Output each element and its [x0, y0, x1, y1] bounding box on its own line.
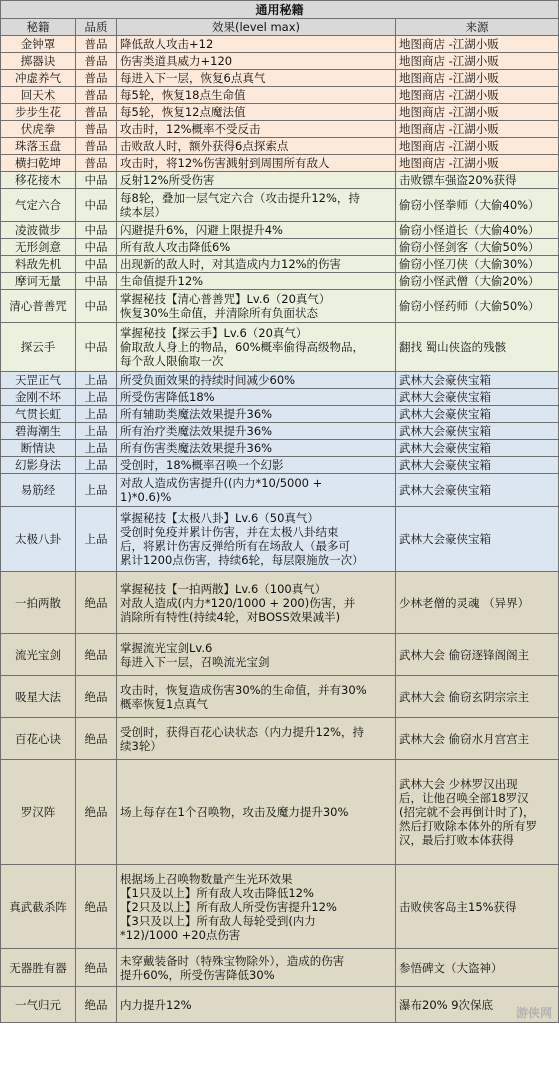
source-cell: [396, 457, 559, 474]
effect-cell: [117, 760, 396, 865]
effect-cell: [117, 239, 396, 256]
source-cell: [396, 189, 559, 222]
source-line: 武林大会豪侠宝箱: [399, 407, 491, 421]
source-cell: [396, 323, 559, 372]
effect-line: 每进入下一层，召唤流光宝剑: [120, 654, 270, 669]
effect-cell: [117, 457, 396, 474]
source-cell: [396, 949, 559, 987]
effect-line: 所有辅助类魔法效果提升36%: [120, 407, 273, 421]
table-title: 通用秘籍: [1, 1, 559, 19]
effect-line: 伤害类道具威力+120: [120, 54, 233, 68]
source-cell: [396, 760, 559, 865]
book-name-cell: 无形剑意: [1, 239, 76, 256]
effect-line: 所受伤害降低18%: [120, 390, 215, 404]
source-cell: [396, 121, 559, 138]
book-name-cell: 金刚不坏: [1, 389, 76, 406]
effect-line: 【1只及以上】所有敌人攻击降低12%: [120, 885, 314, 900]
grade-cell: 中品: [76, 290, 117, 323]
source-line: 偷窃小怪剑客（大偷50%）: [399, 240, 540, 254]
book-name-cell: 掷器诀: [1, 53, 76, 70]
source-cell: [396, 440, 559, 457]
grade-cell: 上品: [76, 507, 117, 572]
source-cell: [396, 53, 559, 70]
table-row: [1, 104, 559, 121]
effect-cell: [117, 323, 396, 372]
source-line: 地图商店 -江湖小贩: [399, 139, 499, 153]
book-name-cell: 气贯长虹: [1, 406, 76, 423]
source-line: 然后打败除本体外的所有罗: [399, 819, 537, 833]
effect-cell: [117, 155, 396, 172]
source-cell: [396, 36, 559, 53]
book-name-cell: 易筋经: [1, 474, 76, 507]
source-line: 武林大会 少林罗汉出现: [399, 777, 518, 791]
source-line: 击败镖车强盗20%获得: [399, 173, 517, 187]
effect-line: 受创时，18%概率召唤一个幻影: [120, 458, 284, 472]
effect-line: 消除所有特性(持续4轮，对BOSS效果减半): [120, 609, 341, 624]
source-line: 汉，最后打败本体获得: [399, 833, 514, 847]
book-name-cell: 无器胜有器: [1, 949, 76, 987]
grade-cell: 中品: [76, 256, 117, 273]
source-line: 武林大会 偷窃玄阴宗宗主: [399, 689, 530, 704]
source-cell: [396, 70, 559, 87]
table-row: [1, 760, 559, 865]
table-row: [1, 474, 559, 507]
effect-cell: [117, 718, 396, 760]
grade-cell: 中品: [76, 189, 117, 222]
book-name-cell: 探云手: [1, 323, 76, 372]
grade-cell: 中品: [76, 222, 117, 239]
book-name-cell: 百花心诀: [1, 718, 76, 760]
header-name: 秘籍: [1, 19, 76, 36]
table-row: [1, 87, 559, 104]
table-row: [1, 634, 559, 676]
effect-line: 掌握流光宝剑Lv.6: [120, 640, 213, 655]
source-cell: [396, 372, 559, 389]
header-source: 来源: [396, 19, 559, 36]
source-cell: [396, 104, 559, 121]
grade-cell: 中品: [76, 273, 117, 290]
table-row: [1, 676, 559, 718]
table-row: [1, 406, 559, 423]
grade-cell: 普品: [76, 53, 117, 70]
effect-line: 每5轮，恢复12点魔法值: [120, 105, 246, 119]
grade-cell: 中品: [76, 323, 117, 372]
book-name-cell: 回天术: [1, 87, 76, 104]
effect-line: 受创时免疫并累计伤害，并在太极八卦结束: [120, 525, 339, 539]
effect-line: 攻击时，恢复造成伤害30%的生命值，并有30%: [120, 682, 367, 697]
effect-line: 【3只及以上】所有敌人每轮受到(内力: [120, 913, 316, 928]
book-name-cell: 步步生花: [1, 104, 76, 121]
grade-cell: 上品: [76, 372, 117, 389]
effect-line: 对敌人造成(内力*120/1000 + 200)伤害，并: [120, 595, 356, 610]
source-cell: [396, 222, 559, 239]
grade-cell: 上品: [76, 440, 117, 457]
table-row: [1, 423, 559, 440]
effect-line: 恢复30%生命值，并清除所有负面状态: [120, 306, 319, 320]
source-cell: [396, 273, 559, 290]
effect-cell: [117, 53, 396, 70]
table-row: [1, 865, 559, 949]
table-row: [1, 189, 559, 222]
table-row: [1, 572, 559, 634]
effect-line: 掌握秘技【一拍两散】Lv.6（100真气）: [120, 581, 327, 596]
effect-cell: [117, 389, 396, 406]
effect-line: 续3轮）: [120, 738, 162, 753]
source-line: 翻找 蜀山侠盗的残骸: [399, 340, 507, 354]
table-row: [1, 155, 559, 172]
book-name-cell: 珠落玉盘: [1, 138, 76, 155]
source-line: 偷窃小怪道长（大偷40%）: [399, 223, 540, 237]
book-name-cell: 幻影身法: [1, 457, 76, 474]
effect-cell: [117, 423, 396, 440]
effect-cell: [117, 121, 396, 138]
effect-line: 生命值提升12%: [120, 274, 204, 288]
effect-line: 【2只及以上】所有敌人所受伤害提升12%: [120, 899, 337, 914]
table-row: [1, 36, 559, 53]
table-row: [1, 949, 559, 987]
grade-cell: 中品: [76, 239, 117, 256]
effect-cell: [117, 290, 396, 323]
book-name-cell: 伏虎拳: [1, 121, 76, 138]
grade-cell: 绝品: [76, 572, 117, 634]
effect-cell: [117, 172, 396, 189]
book-name-cell: 断情诀: [1, 440, 76, 457]
book-name-cell: 摩诃无量: [1, 273, 76, 290]
source-cell: [396, 572, 559, 634]
effect-cell: [117, 87, 396, 104]
effect-cell: [117, 474, 396, 507]
table-row: [1, 987, 559, 1023]
book-name-cell: 横扫乾坤: [1, 155, 76, 172]
effect-cell: [117, 949, 396, 987]
source-line: 武林大会 偷窃逐锋阁阁主: [399, 647, 530, 662]
source-line: 武林大会豪侠宝箱: [399, 458, 491, 472]
table-row: [1, 222, 559, 239]
source-cell: [396, 865, 559, 949]
effect-line: 场上每存在1个召唤物，攻击及魔力提升30%: [120, 805, 349, 819]
source-line: 武林大会 偷窃水月宫宫主: [399, 731, 530, 746]
source-cell: [396, 389, 559, 406]
effect-line: 闪避提升6%，闪避上限提升4%: [120, 223, 283, 237]
table-row: [1, 53, 559, 70]
header-row: [1, 19, 559, 36]
effect-cell: [117, 676, 396, 718]
effect-line: 攻击时，将12%伤害溅射到周围所有敌人: [120, 156, 330, 170]
effect-line: *12)/1000 +20点伤害: [120, 927, 241, 942]
source-line: 少林老僧的灵魂 （异界）: [399, 595, 530, 610]
grade-cell: 绝品: [76, 865, 117, 949]
effect-cell: [117, 222, 396, 239]
header-grade: 品质: [76, 19, 117, 36]
grade-cell: 绝品: [76, 987, 117, 1023]
table-row: [1, 172, 559, 189]
source-line: 后，让他召唤全部18罗汉: [399, 791, 529, 805]
book-name-cell: 真武截杀阵: [1, 865, 76, 949]
grade-cell: 普品: [76, 138, 117, 155]
table-row: [1, 70, 559, 87]
source-line: 武林大会豪侠宝箱: [399, 532, 491, 546]
source-line: 地图商店 -江湖小贩: [399, 122, 499, 136]
source-line: 武林大会豪侠宝箱: [399, 373, 491, 387]
effect-line: 累计1200点伤害，持续6轮，每层限施放一次）: [120, 553, 364, 567]
source-line: 瀑布20% 9次保底: [399, 997, 494, 1012]
book-name-cell: 一拍两散: [1, 572, 76, 634]
table-row: [1, 507, 559, 572]
table-body: [1, 36, 559, 1023]
effect-line: 所有伤害类魔法效果提升36%: [120, 441, 273, 455]
source-cell: [396, 138, 559, 155]
book-name-cell: 吸星大法: [1, 676, 76, 718]
effect-line: 后，将累计伤害反弹给所有在场敌人（最多可: [120, 539, 350, 553]
effect-line: 掌握秘技【清心普善咒】Lv.6（20真气）: [120, 292, 331, 306]
source-line: 偷窃小怪刀侠（大偷30%）: [399, 257, 540, 271]
source-cell: [396, 172, 559, 189]
source-cell: [396, 423, 559, 440]
source-line: 地图商店 -江湖小贩: [399, 105, 499, 119]
effect-line: 1)*0.6)%: [120, 490, 172, 504]
table-row: [1, 440, 559, 457]
grade-cell: 普品: [76, 155, 117, 172]
effect-line: 续本层）: [120, 205, 166, 219]
effect-line: 所受负面效果的持续时间减少60%: [120, 373, 296, 387]
source-line: 地图商店 -江湖小贩: [399, 71, 499, 85]
effect-line: 每进入下一层，恢复6点真气: [120, 71, 266, 85]
grade-cell: 绝品: [76, 676, 117, 718]
table-row: [1, 239, 559, 256]
book-name-cell: 料敌先机: [1, 256, 76, 273]
source-cell: [396, 676, 559, 718]
book-name-cell: 流光宝剑: [1, 634, 76, 676]
effect-line: 每8轮，叠加一层气定六合（攻击提升12%，持: [120, 191, 360, 205]
grade-cell: 普品: [76, 70, 117, 87]
book-name-cell: 金钟罩: [1, 36, 76, 53]
effect-line: 受创时，获得百花心诀状态（内力提升12%，持: [120, 724, 365, 739]
table-row: [1, 138, 559, 155]
grade-cell: 上品: [76, 474, 117, 507]
source-cell: [396, 634, 559, 676]
grade-cell: 上品: [76, 423, 117, 440]
effect-cell: [117, 572, 396, 634]
grade-cell: 普品: [76, 87, 117, 104]
effect-line: 根据场上召唤物数量产生光环效果: [120, 871, 293, 886]
table-row: [1, 323, 559, 372]
effect-cell: [117, 138, 396, 155]
table-row: [1, 256, 559, 273]
grade-cell: 绝品: [76, 760, 117, 865]
effect-cell: [117, 507, 396, 572]
table-row: [1, 457, 559, 474]
effect-cell: [117, 36, 396, 53]
effect-line: 对敌人造成伤害提升((内力*10/5000 +: [120, 476, 323, 490]
table-row: [1, 718, 559, 760]
source-cell: [396, 155, 559, 172]
effect-line: 未穿戴装备时（特殊宝物除外），造成的伤害: [120, 953, 345, 968]
effect-line: 攻击时，12%概率不受反击: [120, 122, 261, 136]
grade-cell: 中品: [76, 172, 117, 189]
source-line: 武林大会豪侠宝箱: [399, 424, 491, 438]
table-row: [1, 121, 559, 138]
effect-line: 掌握秘技【太极八卦】Lv.6（50真气）: [120, 511, 319, 525]
source-line: 地图商店 -江湖小贩: [399, 37, 499, 51]
book-name-cell: 清心普善咒: [1, 290, 76, 323]
book-name-cell: 天罡正气: [1, 372, 76, 389]
effect-line: 所有治疗类魔法效果提升36%: [120, 424, 273, 438]
effect-cell: [117, 70, 396, 87]
effect-cell: [117, 273, 396, 290]
source-line: 偷窃小怪拳师（大偷40%）: [399, 198, 540, 212]
book-name-cell: 凌波微步: [1, 222, 76, 239]
effect-line: 所有敌人攻击降低6%: [120, 240, 231, 254]
source-cell: [396, 87, 559, 104]
effect-line: 击败敌人时，额外获得6点探索点: [120, 139, 289, 153]
effect-cell: [117, 189, 396, 222]
effect-line: 概率恢复1点真气: [120, 696, 208, 711]
effect-cell: [117, 865, 396, 949]
source-line: (招完就不会再倒计时了)，: [399, 805, 535, 819]
table-row: [1, 290, 559, 323]
book-name-cell: 罗汉阵: [1, 760, 76, 865]
grade-cell: 普品: [76, 104, 117, 121]
title-row: [1, 1, 559, 19]
effect-line: 反射12%所受伤害: [120, 173, 215, 187]
source-cell: [396, 256, 559, 273]
grade-cell: 上品: [76, 406, 117, 423]
effect-cell: [117, 440, 396, 457]
grade-cell: 普品: [76, 36, 117, 53]
header-effect: 效果(level max): [117, 19, 396, 36]
table-row: [1, 372, 559, 389]
table-row: [1, 389, 559, 406]
source-line: 偷窃小怪药师（大偷50%）: [399, 299, 540, 313]
effect-line: 每5轮，恢复18点生命值: [120, 88, 246, 102]
source-line: 击败侠客岛主15%获得: [399, 899, 517, 914]
effect-cell: [117, 987, 396, 1023]
effect-line: 提升60%，所受伤害降低30%: [120, 967, 275, 982]
effect-line: 出现新的敌人时，对其造成内力12%的伤害: [120, 257, 342, 271]
source-line: 地图商店 -江湖小贩: [399, 54, 499, 68]
grade-cell: 上品: [76, 389, 117, 406]
source-cell: [396, 290, 559, 323]
grade-cell: 上品: [76, 457, 117, 474]
effect-cell: [117, 634, 396, 676]
source-cell: [396, 507, 559, 572]
effect-cell: [117, 406, 396, 423]
source-line: 参悟碑文（大盗神）: [399, 960, 503, 975]
effect-line: 内力提升12%: [120, 997, 192, 1012]
grade-cell: 普品: [76, 121, 117, 138]
book-name-cell: 碧海潮生: [1, 423, 76, 440]
source-cell: [396, 718, 559, 760]
source-line: 武林大会豪侠宝箱: [399, 483, 491, 497]
effect-line: 掌握秘技【探云手】Lv.6（20真气）: [120, 326, 308, 340]
table-row: [1, 273, 559, 290]
grade-cell: 绝品: [76, 718, 117, 760]
watermark-text: 游侠网: [515, 1006, 552, 1020]
book-name-cell: 一气归元: [1, 987, 76, 1023]
effect-line: 降低敌人攻击+12: [120, 37, 214, 51]
source-cell: [396, 239, 559, 256]
source-line: 武林大会豪侠宝箱: [399, 390, 491, 404]
book-name-cell: 移花接木: [1, 172, 76, 189]
source-cell: [396, 406, 559, 423]
source-line: 地图商店 -江湖小贩: [399, 156, 499, 170]
grade-cell: 绝品: [76, 949, 117, 987]
book-name-cell: 太极八卦: [1, 507, 76, 572]
source-line: 偷窃小怪武僧（大偷20%）: [399, 274, 540, 288]
effect-cell: [117, 372, 396, 389]
effect-line: 每个敌人限偷取一次: [120, 354, 224, 368]
source-cell: [396, 474, 559, 507]
grade-cell: 绝品: [76, 634, 117, 676]
source-line: 地图商店 -江湖小贩: [399, 88, 499, 102]
effect-cell: [117, 256, 396, 273]
source-line: 武林大会豪侠宝箱: [399, 441, 491, 455]
effect-line: 偷取敌人身上的物品，60%概率偷得高级物品，: [120, 340, 365, 354]
book-name-cell: 气定六合: [1, 189, 76, 222]
book-name-cell: 冲虚养气: [1, 70, 76, 87]
effect-cell: [117, 104, 396, 121]
